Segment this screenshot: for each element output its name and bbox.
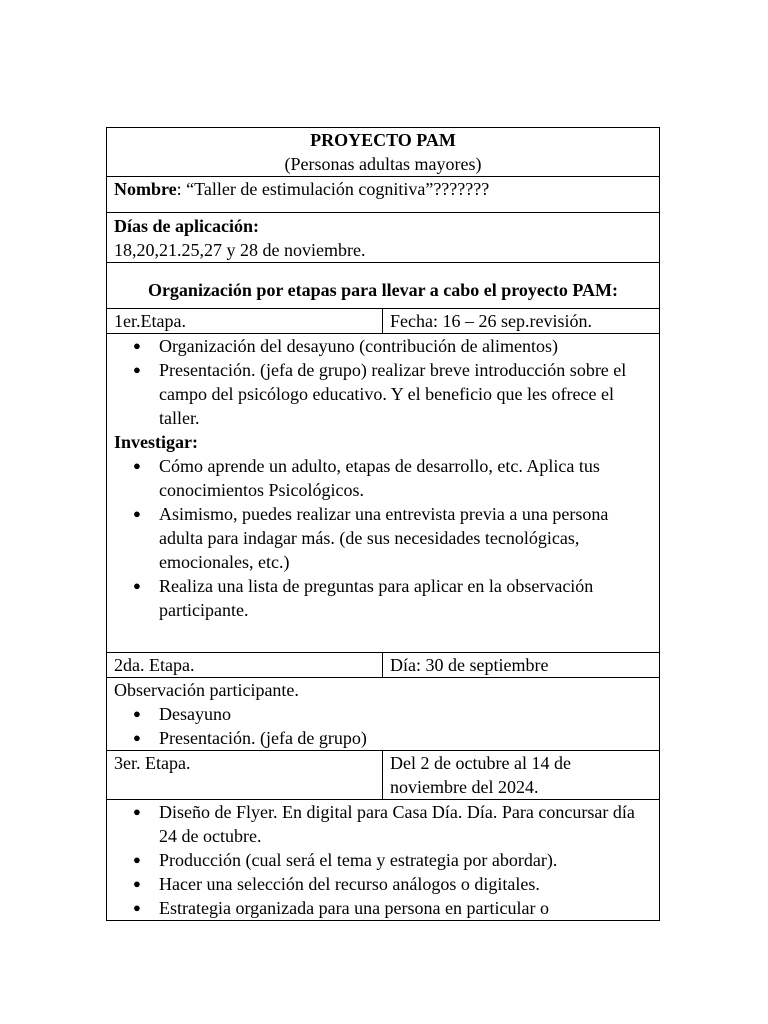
title-row (107, 128, 660, 177)
etapa2-label: 2da. Etapa. (107, 653, 383, 678)
list-item: ● Estrategia organizada para una persona en particular o (159, 896, 652, 920)
etapa2-intro: Observación participante. (114, 680, 299, 700)
etapa2-header-row (107, 653, 660, 678)
document-subtitle: (Personas adultas mayores) (284, 154, 482, 174)
dias-cell (107, 213, 660, 263)
list-item: ● Asimismo, puedes realizar una entrevista previa a una persona adulta para indagar más. (de sus necesidades tecnológicas, emocionales, etc.) (159, 502, 652, 574)
etapa3-label: 3er. Etapa. (107, 751, 383, 800)
etapa3-content (107, 800, 660, 921)
nombre-value: : “Taller de estimulación cognitiva”??????? (176, 179, 490, 199)
etapa1-label: 1er.Etapa. (107, 309, 383, 334)
investigar-label: Investigar: (114, 432, 198, 452)
etapa2-content (107, 678, 660, 751)
etapa2-list (114, 702, 652, 750)
dias-value: 18,20,21.25,27 y 28 de noviembre. (114, 240, 366, 260)
etapa3-list (114, 800, 652, 920)
dias-row (107, 213, 660, 263)
list-item: ● Realiza una lista de preguntas para aplicar en la observación participante. (159, 574, 652, 622)
etapa2-fecha: Día: 30 de septiembre (383, 653, 660, 678)
list-item: ● Presentación. (jefa de grupo) realizar breve introducción sobre el campo del psicólogo educativo. Y el beneficio que les ofrece el taller. (159, 358, 652, 430)
nombre-label: Nombre (114, 179, 177, 199)
list-item: ● Organización del desayuno (contribución de alimentos) (159, 334, 652, 358)
organizacion-row (107, 263, 660, 309)
etapa2-content-row (107, 678, 660, 751)
etapa1-content (107, 334, 660, 653)
title-cell (107, 128, 660, 177)
nombre-row (107, 177, 660, 213)
list-item: ● Producción (cual será el tema y estrategia por abordar). (159, 848, 652, 872)
etapa1-fecha: Fecha: 16 – 26 sep.revisión. (383, 309, 660, 334)
dias-label: Días de aplicación: (114, 216, 260, 236)
etapa3-content-row (107, 800, 660, 921)
project-table (106, 127, 660, 921)
document-title: PROYECTO PAM (310, 130, 456, 150)
etapa1-list (114, 334, 652, 430)
etapa3-fecha: Del 2 de octubre al 14 de noviembre del 2024. (383, 751, 660, 800)
etapa1-header-row (107, 309, 660, 334)
organizacion-heading: Organización por etapas para llevar a cabo el proyecto PAM: (107, 263, 660, 309)
list-item: ● Presentación. (jefa de grupo) (159, 726, 652, 750)
etapa3-header-row (107, 751, 660, 800)
list-item: ● Desayuno (159, 702, 652, 726)
list-item: ● Cómo aprende un adulto, etapas de desarrollo, etc. Aplica tus conocimientos Psicológicos. (159, 454, 652, 502)
list-item: ● Hacer una selección del recurso análogos o digitales. (159, 872, 652, 896)
list-item: ● Diseño de Flyer. En digital para Casa Día. Día. Para concursar día 24 de octubre. (159, 800, 652, 848)
etapa1-content-row (107, 334, 660, 653)
nombre-cell (107, 177, 660, 213)
investigar-list (114, 454, 652, 622)
